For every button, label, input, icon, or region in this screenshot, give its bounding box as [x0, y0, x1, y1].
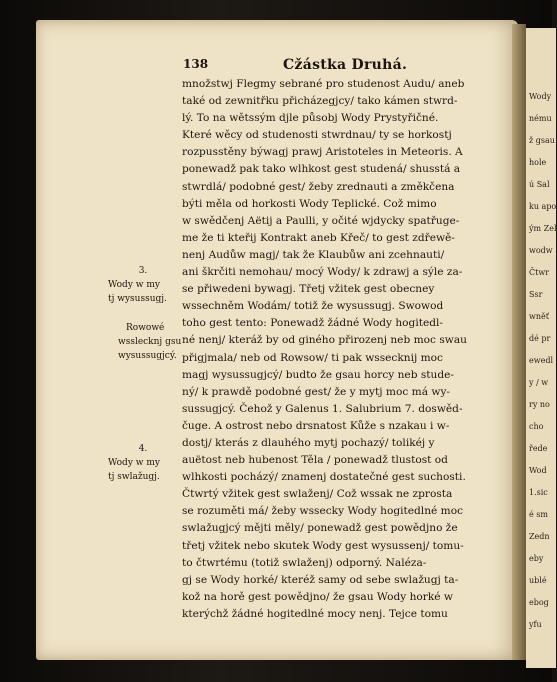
- text-line: se přiwedeni bywagj. Třetj vžitek gest obecney: [182, 283, 435, 296]
- text-line: také od zewnitřku přicházegjcy/ tako kámen stwrd-: [182, 95, 458, 108]
- text-line: né nenj/ kteráž by od giného přirozenj neb moc swau: [182, 334, 467, 347]
- facing-page-fragment: ku apo: [529, 202, 557, 211]
- margin-note-line: tj wysussugj.: [108, 294, 167, 304]
- facing-page-fragment: ebog: [529, 598, 549, 607]
- facing-page-fragment: ú Sal: [529, 180, 550, 189]
- margin-note-line: tj swlažugj.: [108, 472, 160, 482]
- facing-page-fragment: yfu: [529, 620, 542, 629]
- page-number: 138: [183, 57, 209, 71]
- facing-page-fragment: ry no: [529, 400, 550, 409]
- facing-page-fragment: dé pr: [529, 334, 551, 343]
- book-gutter: [512, 24, 526, 660]
- facing-page-edge: [526, 28, 556, 668]
- facing-page-fragment: ewedl: [529, 356, 553, 365]
- text-line: množstwj Flegmy sebrané pro studenost Audu/ aneb: [182, 78, 465, 90]
- text-line: me že ti kteřij Kontrakt aneb Křeč/ to gest zdřewě-: [182, 231, 455, 244]
- margin-note-line: wsslecknj gsu: [118, 337, 182, 347]
- facing-page-fragment: y / w: [529, 378, 549, 387]
- text-line: w swědčenj Aëtij a Paulli, y očité wjdycky spatřuge-: [182, 214, 460, 227]
- text-line: rozpusstěny býwagj prawj Aristoteles in Meteoris. A: [182, 146, 463, 159]
- text-line: ný/ k prawdě podobné gest/ že y mytj moc má wy-: [182, 385, 451, 398]
- text-line: dostj/ kterás z dlauhého mytj pochazý/ tolikéj y: [182, 436, 435, 449]
- text-line: přigjmala/ neb od Rowsow/ ti pak wssecknij moc: [182, 351, 443, 364]
- margin-note-number: 3.: [138, 266, 148, 276]
- facing-page-fragment: Wod: [529, 466, 547, 475]
- facing-page-fragment: wněť: [529, 312, 549, 321]
- text-line: Čtwrtý vžitek gest swlaženj/ Což wssak ne zprosta: [182, 488, 453, 501]
- facing-page-fragment: Zedn: [529, 532, 550, 541]
- margin-note-line: Rowowé: [126, 323, 165, 333]
- text-line: kterýchž žádné hogitedlné mocy nenj. Tejce tomu: [182, 607, 448, 620]
- text-line: sussugjcý. Čehož y Galenus 1. Salubrium 7. doswěd-: [182, 402, 463, 415]
- facing-page-fragment: ž gsau: [529, 136, 555, 145]
- text-line: swlažugjcý mějti měly/ ponewadž gest powědjno že: [182, 522, 458, 535]
- text-line: kož na horě gest powědjno/ že gsau Wody horké w: [182, 590, 453, 603]
- facing-page-fragment: řede: [529, 444, 548, 453]
- text-line: wssechněm Wodám/ totiž že wysussugj. Swowod: [182, 300, 444, 313]
- facing-page-fragment: ým Zel: [529, 224, 557, 233]
- margin-note-line: Wody w my: [108, 458, 160, 468]
- margin-note-rowowe: [118, 321, 181, 363]
- margin-note-line: wysussugjcý.: [118, 351, 177, 361]
- body-text: [182, 76, 498, 623]
- facing-page-fragment: wodw: [529, 246, 553, 255]
- text-line: toho gest tento: Ponewadž žádné Wody hogitedl-: [182, 317, 443, 330]
- running-title: Cžástka Druhá.: [283, 57, 408, 73]
- text-line: gj se Wody horké/ kteréž samy od sebe swlažugj ta-: [182, 573, 459, 586]
- text-line: auëtost neb hubenost Těla / ponewadž tlustost od: [182, 454, 448, 467]
- facing-page-fragment: eby: [529, 554, 544, 563]
- margin-note-3: [108, 264, 178, 306]
- facing-page-fragment: 1.sic: [529, 488, 548, 497]
- facing-page-fragment: cho: [529, 422, 544, 431]
- text-line: nenj Audůw magj/ tak že Klaubůw ani zcehnauti/: [182, 248, 445, 261]
- facing-page-fragment: hole: [529, 158, 547, 167]
- text-line: býti měla od horkosti Wody Teplické. Což mimo: [182, 197, 437, 210]
- text-line: třetj vžitek nebo skutek Wody gest wysussenj/ tomu-: [182, 539, 464, 552]
- margin-note-number: 4.: [138, 444, 148, 454]
- text-line: magj wysussugjcý/ budto že gsau horcy neb stude-: [182, 368, 454, 381]
- text-line: stwrdlá/ podobné gest/ žeby zrednauti a změkčena: [182, 180, 455, 193]
- text-line: Které wěcy od studenosti stwrdnau/ ty se horkostj: [182, 129, 452, 142]
- facing-page-fragment: Ssr: [529, 290, 543, 299]
- text-line: lý. To na wětssým djle působj Wody Prystyřičné.: [182, 112, 439, 125]
- text-line: čuge. A ostrost nebo drsnatost Kůže s nzakau i w-: [182, 419, 450, 432]
- text-line: se rozuměti má/ žeby wssecky Wody hogitedlné moc: [182, 505, 464, 518]
- text-line: ani škrčiti nemohau/ mocý Wody/ k zdrawj a sýle za-: [182, 266, 463, 279]
- facing-page-fragment: ublé: [529, 576, 547, 585]
- text-line: ponewadž pak tako wlhkost gest studená/ shusstá a: [182, 163, 461, 176]
- facing-page-fragment: Čtwr: [529, 268, 550, 277]
- margin-note-line: Wody w my: [108, 280, 160, 290]
- facing-page-fragment: é sm: [529, 510, 548, 519]
- facing-page-fragment: nému: [529, 114, 552, 123]
- text-line: to čtwrtému (totiž swlaženj) odporný. Naléza-: [182, 556, 427, 569]
- facing-page-fragment: Wody: [529, 92, 552, 101]
- text-line: wlhkosti pocházý/ znamenj dostatečné gest suchosti.: [182, 471, 466, 484]
- margin-note-4: [108, 442, 178, 484]
